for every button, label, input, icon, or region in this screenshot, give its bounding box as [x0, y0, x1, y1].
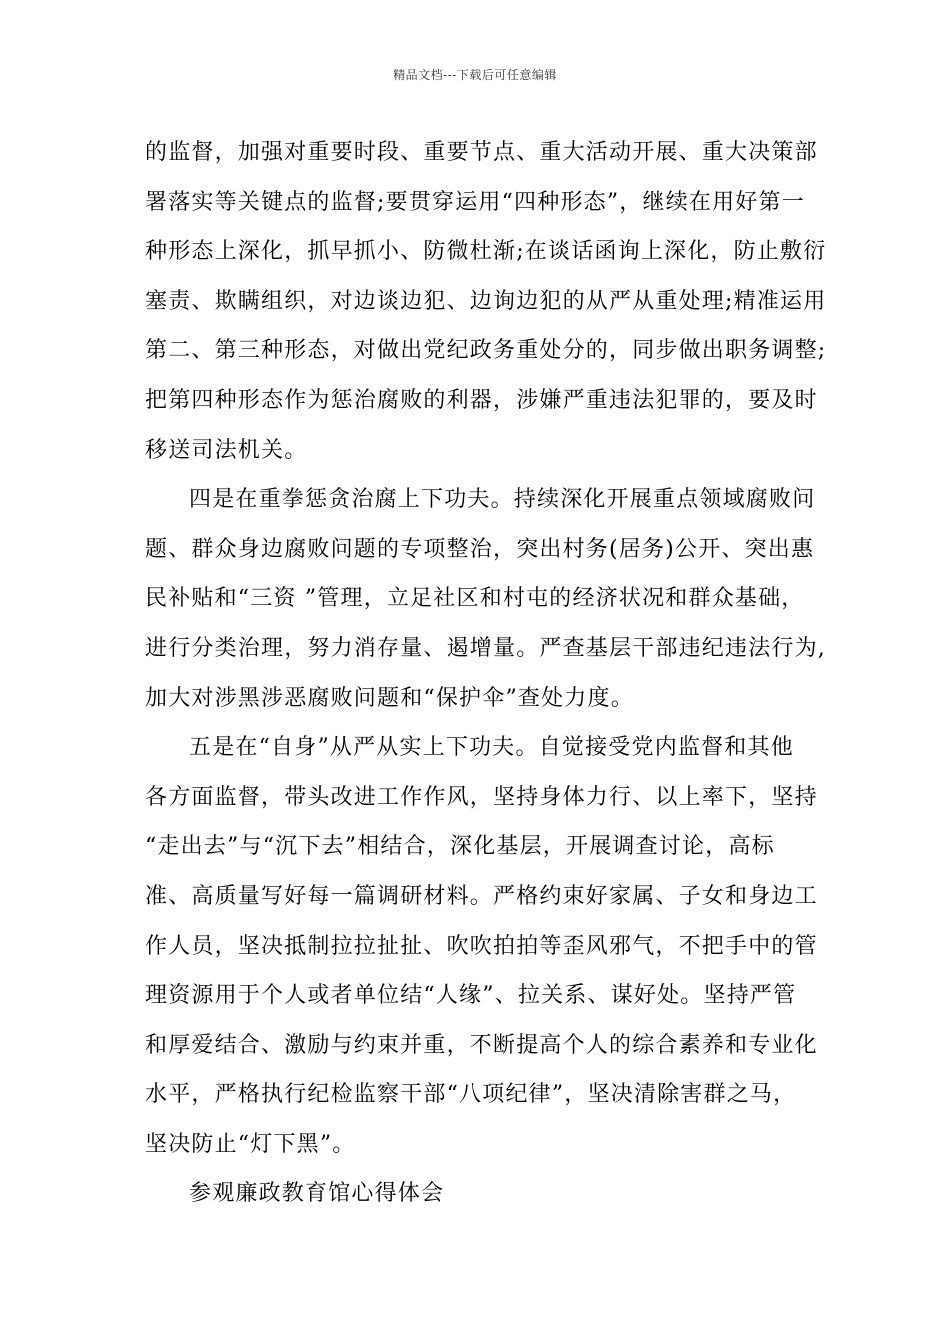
- text-line: 民补贴和“三资 ”管理，立足社区和村屯的经济状况和群众基础，: [145, 586, 805, 612]
- text-line: 作人员，坚决抵制拉拉扯扯、吹吹拍拍等歪风邪气，不把手中的管: [145, 933, 818, 959]
- text-line: 各方面监督，带头改进工作作风，坚持身体力行、以上率下，坚持: [145, 784, 818, 810]
- text-line: 水平，严格执行纪检监察干部“八项纪律”，坚决清除害群之马，: [145, 1082, 797, 1108]
- paragraph: [145, 128, 825, 475]
- paragraph: [145, 1169, 825, 1219]
- text-line: 加大对涉黑涉恶腐败问题和“保护伞”查处力度。: [145, 685, 634, 711]
- text-line: 五是在“自身”从严从实上下功夫。自觉接受党内监督和其他: [189, 735, 794, 761]
- text-line: 进行分类治理，努力消存量、遏增量。严查基层干部违纪违法行为,: [145, 635, 826, 661]
- paragraph: [145, 475, 825, 723]
- text-line: “走出去”与“沉下去”相结合，深化基层，开展调查讨论，高标: [145, 834, 775, 860]
- text-line: 理资源用于个人或者单位结“人缘”、拉关系、谋好处。坚持严管: [145, 983, 797, 1009]
- text-line: 准、高质量写好每一篇调研材料。严格约束好家属、子女和身边工: [145, 883, 818, 909]
- text-line: 种形态上深化，抓早抓小、防微杜渐;在谈话函询上深化，防止敷衍: [145, 239, 827, 265]
- section-heading: 参观廉政教育馆心得体会: [189, 1181, 445, 1207]
- text-line: 移送司法机关。: [145, 437, 308, 463]
- text-line: 署落实等关键点的监督;要贯穿运用“四种形态”，继续在用好第一: [145, 189, 805, 215]
- paragraph: [145, 723, 825, 1169]
- text-line: 四是在重拳惩贪治腐上下功夫。持续深化开展重点领域腐败问: [189, 487, 816, 513]
- document-body: [145, 128, 825, 1219]
- text-line: 塞责、欺瞒组织，对边谈边犯、边询边犯的从严从重处理;精准运用: [145, 288, 827, 314]
- text-line: 第二、第三种形态，对做出党纪政务重处分的，同步做出职务调整;: [145, 338, 827, 364]
- text-line: 把第四种形态作为惩治腐败的利器，涉嫌严重违法犯罪的，要及时: [145, 387, 818, 413]
- text-line: 和厚爱结合、激励与约束并重，不断提高个人的综合素养和专业化: [145, 1032, 818, 1058]
- text-line: 的监督，加强对重要时段、重要节点、重大活动开展、重大决策部: [145, 140, 818, 165]
- text-line: 坚决防止“灯下黑”。: [145, 1131, 356, 1157]
- page-header: 精品文档---下载后可任意编辑: [393, 68, 557, 82]
- text-line: 题、群众身边腐败问题的专项整治，突出村务(居务)公开、突出惠: [145, 536, 815, 562]
